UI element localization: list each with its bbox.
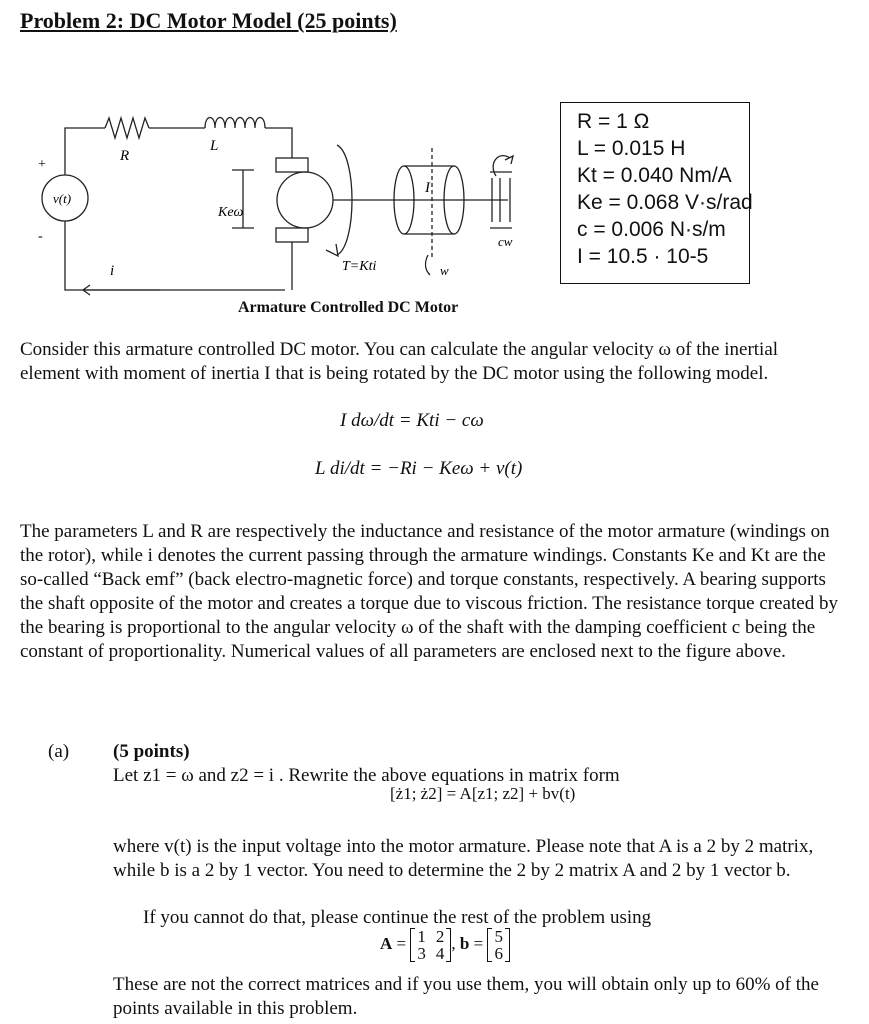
source-plus: + [38, 157, 46, 172]
param-Ke: Ke = 0.068 V·s/rad [577, 191, 753, 214]
part-a-points: (5 points) [113, 741, 190, 762]
motor-symbol [277, 172, 333, 228]
equation-1: I dω/dt = Kti − cω [340, 410, 484, 431]
A-22: 4 [435, 944, 445, 963]
part-a-fallback: If you cannot do that, please continue the rest of the problem using [143, 907, 652, 928]
inertia-label: I [425, 180, 430, 196]
source-minus: - [38, 229, 43, 244]
description-paragraph: The parameters L and R are respectively the inductance and resistance of the motor armature (windings on the rotor), while i denotes the current passing through the armature windings. Constants Ke and Kt are the so-called “Back emf” (back electro-magnetic force) and torque constants, respectively. A bearing supports the shaft opposite of the motor and creates a torque due to viscous friction. The resistance torque created by the bearing is proportional to the angular velocity ω of the shaft with the damping coefficient c being the constant of proportionality. Numerical values of all parameters are enclosed next to the figure above. [20, 521, 838, 662]
param-I: I = 10.5 · 10-5 [577, 245, 709, 268]
b-2: 6 [494, 944, 503, 963]
parameter-box [560, 102, 753, 284]
back-emf-label: Keω [218, 205, 244, 220]
param-R: R = 1 Ω [577, 110, 650, 133]
part-a-explanation: where v(t) is the input voltage into the motor armature. Please note that A is a 2 by 2 matrix, while b is a 2 by 1 vector. You need to determine the 2 by 2 matrix A and 2 by 1 vector b. [113, 836, 814, 881]
b-1: 5 [494, 927, 503, 946]
part-a-warning: These are not the correct matrices and if you use them, you will obtain only up to 60% of the points available in this problem. [113, 974, 819, 1019]
intro-paragraph: Consider this armature controlled DC motor. You can calculate the angular velocity ω of the inertial element with moment of inertia I that is being rotated by the DC motor using the following model. [20, 339, 779, 384]
damping-label: cw [498, 234, 513, 249]
matrix-A [410, 928, 451, 962]
problem-title: Problem 2: DC Motor Model (25 points) [20, 8, 397, 33]
param-L: L = 0.015 H [577, 137, 686, 160]
alternative-matrices: A = 1 2 3 4 , b = 5 6 [380, 928, 510, 962]
motor-circuit-diagram [30, 100, 550, 300]
inductor-label: L [210, 138, 219, 154]
resistor-label: R [120, 148, 130, 164]
torque-label: T=Kti [342, 259, 377, 274]
A-12: 2 [435, 927, 445, 946]
part-a-label: (a) [48, 741, 70, 762]
equation-2: L di/dt = −Ri − Keω + v(t) [315, 458, 523, 479]
part-a-instruction: Let z1 = ω and z2 = i . Rewrite the above equations in matrix form [113, 765, 620, 786]
A-11: 1 [417, 927, 426, 946]
resistor-symbol [105, 118, 149, 138]
param-Kt: Kt = 0.040 Nm/A [577, 164, 732, 187]
matrix-form-equation: [ż1; ż2] = A[z1; z2] + bv(t) [390, 784, 576, 803]
A-21: 3 [417, 944, 426, 963]
current-label: i [110, 263, 115, 279]
omega-label: w [440, 263, 449, 278]
inductor-symbol [205, 118, 265, 129]
vector-b [487, 928, 510, 962]
param-c: c = 0.006 N·s/m [577, 218, 726, 241]
figure-caption: Armature Controlled DC Motor [238, 299, 459, 316]
source-label: v(t) [53, 191, 72, 206]
